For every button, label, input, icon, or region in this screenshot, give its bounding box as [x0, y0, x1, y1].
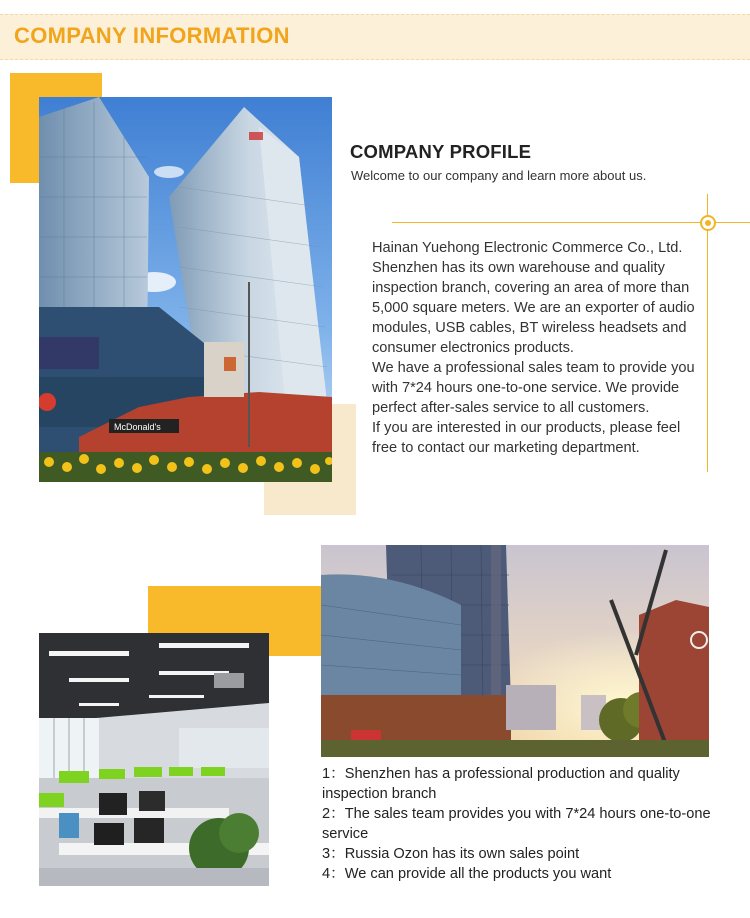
- page-title: COMPANY INFORMATION: [14, 23, 290, 48]
- profile-paragraph: Shenzhen has its own warehouse and quality inspection branch, covering an area of more than 5,000 square meters. We are an exporter of audio modules, USB cables, BT wireless headsets and consumer electronics products.: [372, 260, 695, 356]
- list-item: 3：Russia Ozon has its own sales point: [322, 846, 580, 862]
- list-item: 4：We can provide all the products you want: [322, 866, 612, 882]
- decor-circle-icon: [700, 215, 716, 231]
- company-office-photo: [39, 633, 269, 886]
- profile-paragraph: If you are interested in our products, please feel free to contact our marketing department.: [372, 420, 681, 456]
- storefront-sign: McDonald's: [114, 422, 161, 432]
- decor-line-horizontal: [392, 222, 750, 223]
- profile-paragraph: Hainan Yuehong Electronic Commerce Co., Ltd.: [372, 240, 683, 256]
- company-building-photo: [39, 97, 332, 482]
- profile-paragraph: We have a professional sales team to provide you with 7*24 hours one-to-one service. We provide perfect after-sales service to all customers.: [372, 360, 695, 416]
- list-item: 2：The sales team provides you with 7*24 hours one-to-one service: [322, 806, 711, 842]
- feature-list: [322, 764, 722, 884]
- list-item: 1：Shenzhen has a professional production and quality inspection branch: [322, 766, 680, 802]
- profile-subtitle: Welcome to our company and learn more about us.: [351, 168, 647, 183]
- profile-title: COMPANY PROFILE: [350, 141, 532, 162]
- company-plaza-photo: [321, 545, 709, 757]
- profile-body: [372, 238, 708, 458]
